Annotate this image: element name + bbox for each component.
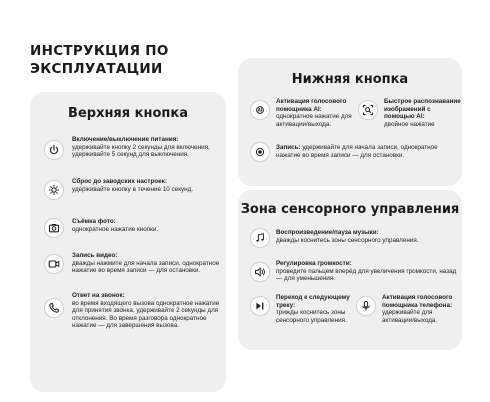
phone-icon [44,298,64,318]
top-item-video-title: Запись видео: [72,252,118,259]
top-item-call-title: Ответ на звонок: [72,292,125,299]
next-track-icon [250,296,270,316]
top-item-reset-title: Сброс до заводских настроек: [72,178,167,185]
top-item-reset-desc: удерживайте кнопку в течение 10 секунд. [72,185,194,193]
touch-item-music-desc: дважды коснитесь зоны сенсорного управления. [276,236,419,244]
page-title-line2: ЭКСПЛУАТАЦИИ [30,61,163,77]
top-item-call-desc: во время входящего вызова однократное нажатие для принятия звонка, удерживайте 2 секунды для отклонения. Во время разговора однократное нажатие — для завершения вызова. [72,299,220,330]
image-search-icon [358,100,378,120]
bottom-button-heading: Нижняя кнопка [291,72,409,87]
touch-item-volume-desc: проведите пальцем вперёд для увеличения громкости, назад — для уменьшения. [276,267,457,283]
touch-item-phone-assistant-desc: удерживайте для активации/выхода. [382,309,438,324]
top-button-panel [30,92,226,392]
record-icon [250,142,270,162]
page-title-line1: ИНСТРУКЦИЯ ПО [30,43,169,59]
top-item-power-desc: удерживайте кнопку 2 секунды для включения, удерживайте 5 секунд для выключения. [72,143,210,159]
touch-item-next-track-title: Переход к следующему треку: [276,294,350,309]
music-icon [250,228,270,248]
top-item-photo-title: Съёмка фото: [72,218,116,225]
bottom-item-ai-assistant-desc: однократное нажатие для активации/выхода. [276,113,352,128]
touch-item-music-title: Воспроизведение/пауза музыки: [276,229,379,236]
touch-zone-heading: Зона сенсорного управления [240,202,460,217]
touch-item-volume-title: Регулировка громкости: [276,260,352,267]
bottom-item-ai-assistant-title: Активация голосового помощника AI: [276,98,347,113]
top-item-photo-desc: однократное нажатие кнопки. [72,225,159,233]
touch-item-next-track-desc: трижды коснитесь зоны сенсорного управления. [276,309,347,324]
power-icon [44,140,64,160]
touch-zone-panel [238,190,462,350]
video-icon [44,254,64,274]
bottom-item-record-title: Запись: [276,144,301,151]
bottom-item-ai-recognition-title: Быстрое распознавание изображений с помощью AI: [384,98,461,121]
svg-text:AI: AI [257,107,263,113]
bottom-item-ai-recognition-desc: двойное нажатие [384,120,435,128]
touch-item-phone-assistant-title: Активация голосового помощника телефона: [382,294,453,309]
page-title [30,42,169,78]
ai-icon [250,100,270,120]
top-button-heading: Верхняя кнопка [68,106,188,121]
microphone-icon [356,296,376,316]
bottom-item-record-desc: удерживайте для начала записи, однократное нажатие во время записи — для остановки. [276,144,438,159]
camera-icon [44,218,64,238]
top-item-power-title: Включение/выключение питания: [72,136,179,143]
reset-icon [44,180,64,200]
top-item-video-desc: дважды нажмите для начала записи, однократное нажатие во время записи — для остановки. [72,259,220,275]
bottom-button-panel [238,58,462,186]
volume-icon [250,262,270,282]
